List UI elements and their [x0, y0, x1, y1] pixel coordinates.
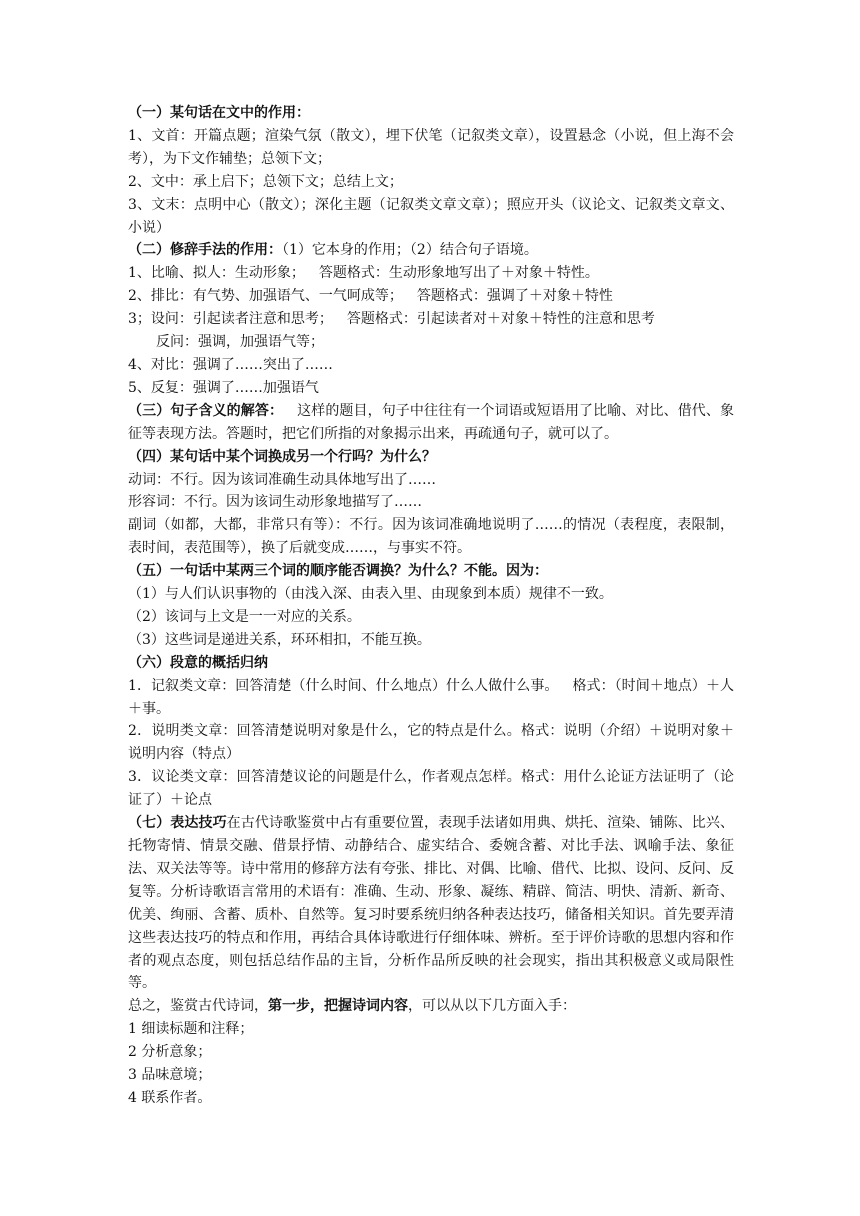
s2-l1-format: 答题格式：生动形象地写出了＋对象＋特性。: [318, 265, 599, 282]
section-7-heading: （七）表达技巧: [128, 815, 227, 832]
section-7-body: 在古代诗歌鉴赏中占有重要位置，表现手法诸如用典、烘托、渲染、铺陈、比兴、托物寄情、情景交融、借景抒情、动静结合、虚实结合、委婉含蓄、对比手法、讽喻手法、象征法、双关法等等。诗中常用的修辞方法有夸张、排比、对偶、比喻、借代、比拟、设问、反问、反复等。分析诗歌语言常用的术语有：准确、生动、形象、凝练、精辟、简洁、明快、清新、新奇、优美、绚丽、含蓄、质朴、自然等。复习时要系统归纳各种表达技巧，储备相关知识。首先要弄清这些表达技巧的特点和作用，再结合具体诗歌进行仔细体味、辨析。至于评价诗歌的思想内容和作者的观点态度，则包括总结作品的主旨，分析作品所反映的社会现实，指出其积极意义或局限性等。: [128, 815, 735, 992]
summary-item: 4 联系作者。: [128, 1089, 212, 1106]
summary-intro: 总之，鉴赏古代诗词，: [128, 998, 268, 1015]
section-1-heading: （一）某句话在文中的作用：: [128, 105, 310, 121]
section-5-heading: （五）一句话中某两三个词的顺序能否调换？为什么？不能。因为：: [128, 563, 548, 580]
section-3-body: 这样的题目，句子中往往有一个词语或短语用了比喻、对比、借代、象征等表现方法。答题时，把它们所指的对象揭示出来，再疏通句子，就可以了。: [128, 402, 734, 442]
s2-l1-text: 1、比喻、拟人：生动形象；: [128, 265, 305, 282]
s6-line-1: [128, 675, 734, 721]
section-7: [128, 812, 734, 995]
s2-line-1: [128, 262, 734, 285]
section-2-heading-line: [128, 239, 734, 262]
document-page: [128, 102, 734, 1110]
s2-l3-format: 答题格式：引起读者对＋对象＋特性的注意和思考: [346, 311, 655, 328]
summary-item: 2 分析意象；: [128, 1044, 212, 1061]
s1-line-1: 1、文首：开篇点题；渲染气氛（散文），埋下伏笔（记叙类文章），设置悬念（小说，但上海不会考），为下文作辅垫；总领下文；: [128, 127, 734, 167]
s5-line-3: （3）这些词是递进关系，环环相扣，不能互换。: [128, 631, 431, 648]
s6-line-3: 3．议论类文章：回答清楚议论的问题是什么，作者观点怎样。格式：用什么论证方法证明了（论证了）＋论点: [128, 769, 734, 809]
s2-l2-format: 答题格式：强调了＋对象＋特性: [416, 288, 613, 305]
section-2-heading-rest: （1）它本身的作用；（2）结合句子语境。: [282, 242, 538, 259]
s2-line-3: [128, 308, 734, 331]
section-2-heading: （二）修辞手法的作用：: [128, 242, 282, 259]
section-6-heading: （六）段意的概括归纳: [128, 654, 268, 671]
s5-line-1: （1）与人们认识事物的（由浅入深、由表入里、由现象到本质）规律不一致。: [128, 586, 613, 603]
summary-emphasis: 第一步，把握诗词内容: [268, 998, 408, 1015]
s6-l1-format: 格式：（时间＋地点）＋人＋事。: [128, 677, 735, 717]
s1-line-3: 3、文末：点明中心（散文）；深化主题（记叙类文章文章）；照应开头（议论文、记叙类文章文、小说）: [128, 196, 734, 236]
s2-line-4: 4、对比：强调了……突出了……: [128, 356, 333, 373]
s1-line-2: 2、文中：承上启下；总领下文；总结上文；: [128, 173, 403, 190]
s4-line-3: 副词（如都，大都，非常只有等）：不行。因为该词准确地说明了……的情况（表程度，表限制，表时间，表范围等），换了后就变成……，与事实不符。: [128, 517, 734, 557]
s4-line-1: 动词：不行。因为该词准确生动具体地写出了……: [128, 471, 436, 488]
summary-item: 1 细读标题和注释；: [128, 1021, 254, 1038]
s4-line-2: 形容词：不行。因为该词生动形象地描写了……: [128, 494, 422, 511]
s2-line-3c: 反问：强调，加强语气等；: [156, 334, 324, 351]
summary-item: 3 品味意境；: [128, 1067, 212, 1084]
s5-line-2: （2）该词与上文是一一对应的关系。: [128, 608, 361, 625]
s6-l1-text: 1．记叙类文章：回答清楚（什么时间、什么地点）什么人做什么事。: [128, 677, 559, 694]
s2-line-2: [128, 285, 734, 308]
section-3-heading: （三）句子含义的解答：: [128, 402, 284, 419]
s2-line-5: 5、反复：强调了……加强语气: [128, 379, 319, 396]
summary-tail: ，可以从以下几方面入手：: [408, 998, 576, 1015]
s6-line-2: 2．说明类文章：回答清楚说明对象是什么，它的特点是什么。格式：说明（介绍）＋说明对象＋说明内容（特点）: [128, 723, 734, 763]
summary-line: [128, 995, 734, 1018]
section-3: [128, 400, 734, 446]
section-4-heading: （四）某句话中某个词换成另一个行吗？为什么？: [128, 448, 436, 465]
s2-l3-text: 3；设问：引起读者注意和思考；: [128, 311, 333, 328]
s2-l2-text: 2、排比：有气势、加强语气、一气呵成等；: [128, 288, 403, 305]
